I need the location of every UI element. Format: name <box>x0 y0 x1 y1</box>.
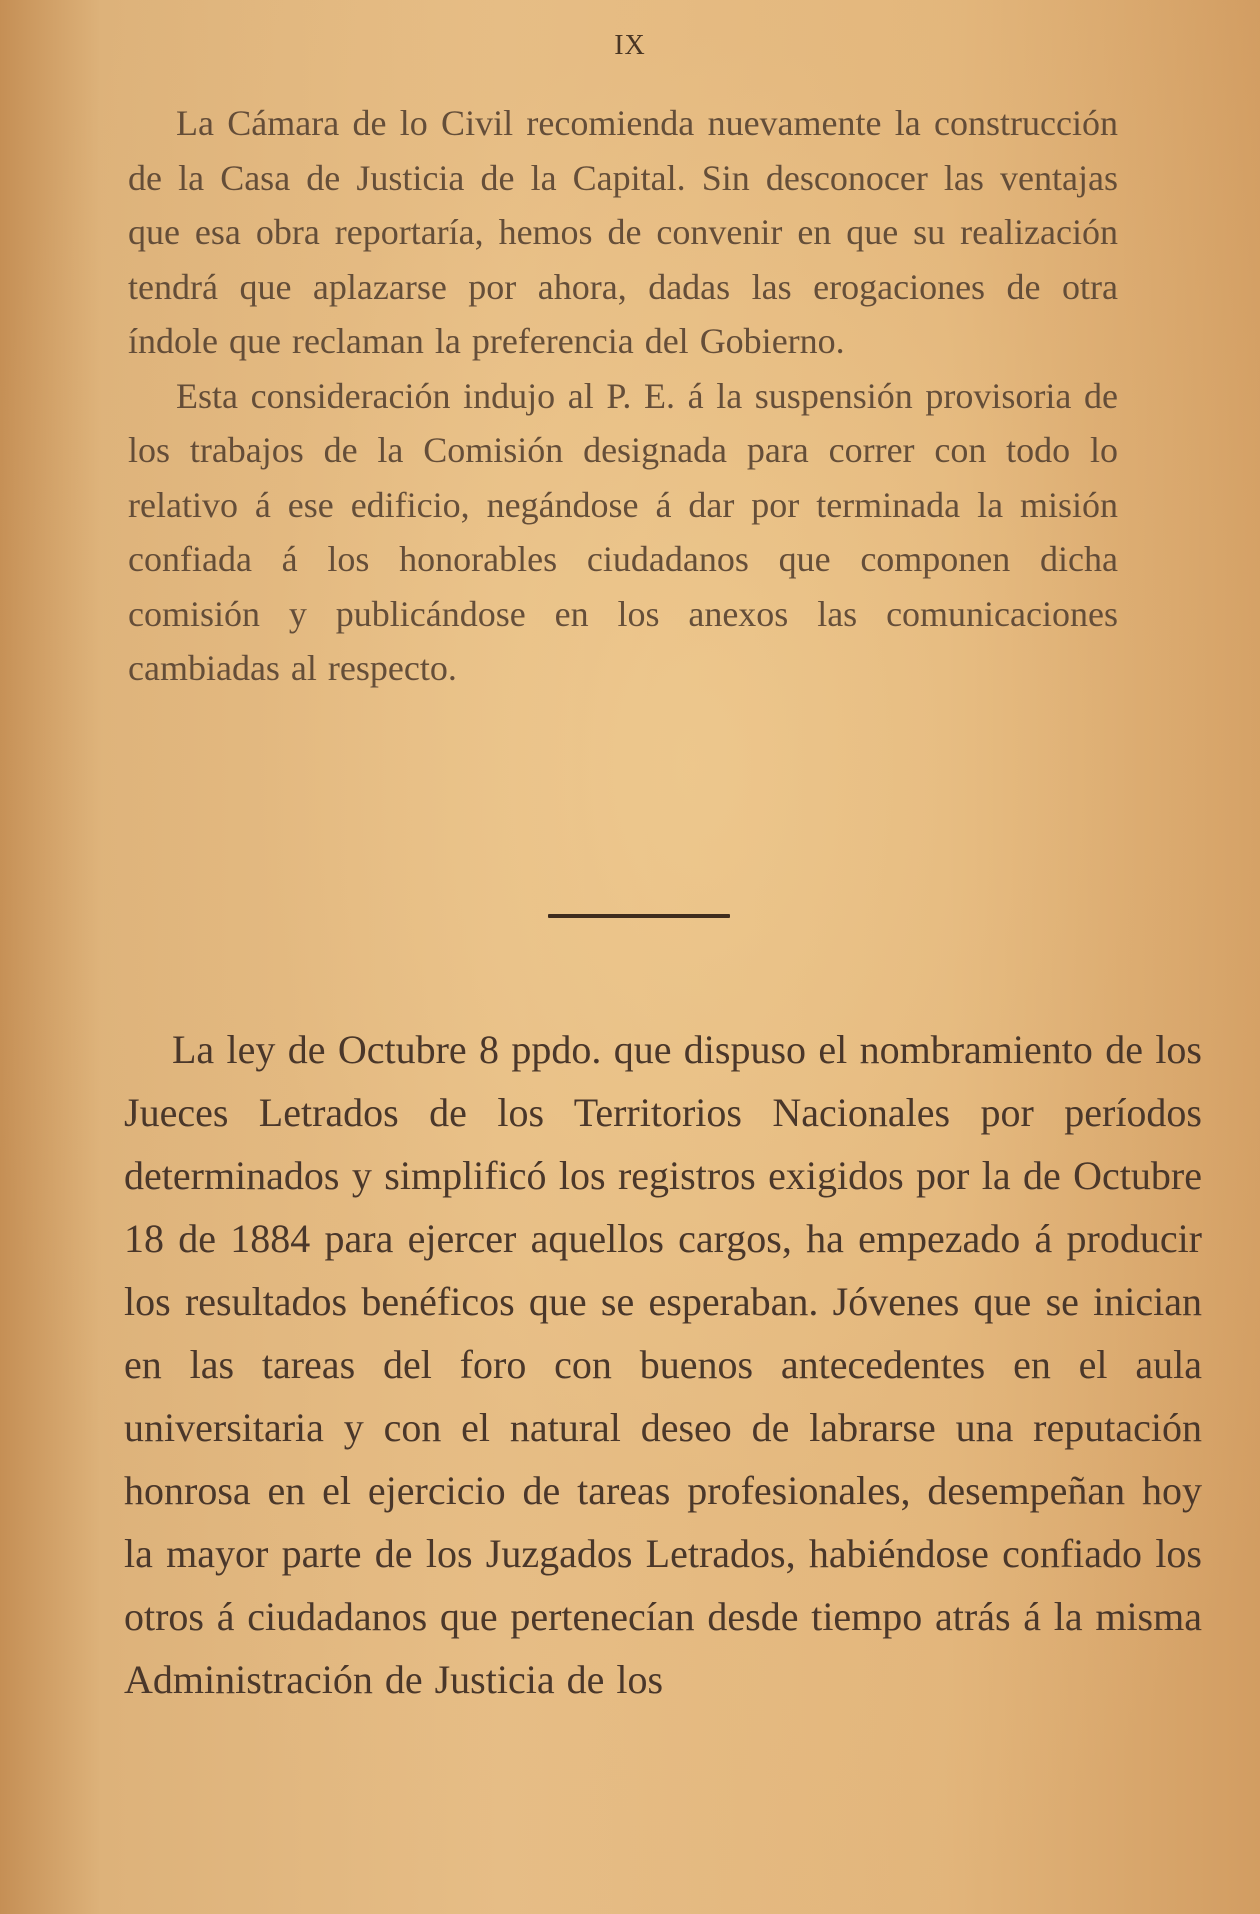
text-block-top <box>128 96 1118 696</box>
page-number: IX <box>614 30 646 61</box>
paragraph-comision-suspension: Esta consideración indujo al P. E. á la suspensión provisoria de los trabajos de la Comisión designada para correr con todo lo relativo á ese edificio, negándose á dar por terminada la misión confiada á los honorables ciudadanos que componen dicha comisión y publicándose en los anexos las comunicaciones cambiadas al respecto. <box>128 375 1118 688</box>
paragraph-ley-jueces-letrados: La ley de Octubre 8 ppdo. que dispuso el nombramiento de los Jueces Letrados de los Territorios Nacionales por períodos determinados y simplificó los registros exigidos por la de Octubre 18 de 1884 para ejercer aquellos cargos, ha empezado á producir los resultados benéficos que se esperaban. Jóvenes que se inician en las tareas del foro con buenos antecedentes en el aula universitaria y con el natural deseo de labrarse una reputación honrosa en el ejercicio de tareas profesionales, desempeñan hoy la mayor parte de los Juzgados Letrados, habiéndose confiado los otros á ciudadanos que pertenecían desde tiempo atrás á la misma Administración de Justicia de los <box>124 1027 1202 1702</box>
section-divider <box>548 914 730 918</box>
paragraph-casa-de-justicia: La Cámara de lo Civil recomienda nuevamente la construcción de la Casa de Justicia de la Capital. Sin desconocer las ventajas que esa obra reportaría, hemos de convenir en que su realización tendrá que aplazarse por ahora, dadas las erogaciones de otra índole que reclaman la preferencia del Gobierno. <box>128 103 1118 361</box>
text-block-bottom <box>124 1018 1202 1711</box>
